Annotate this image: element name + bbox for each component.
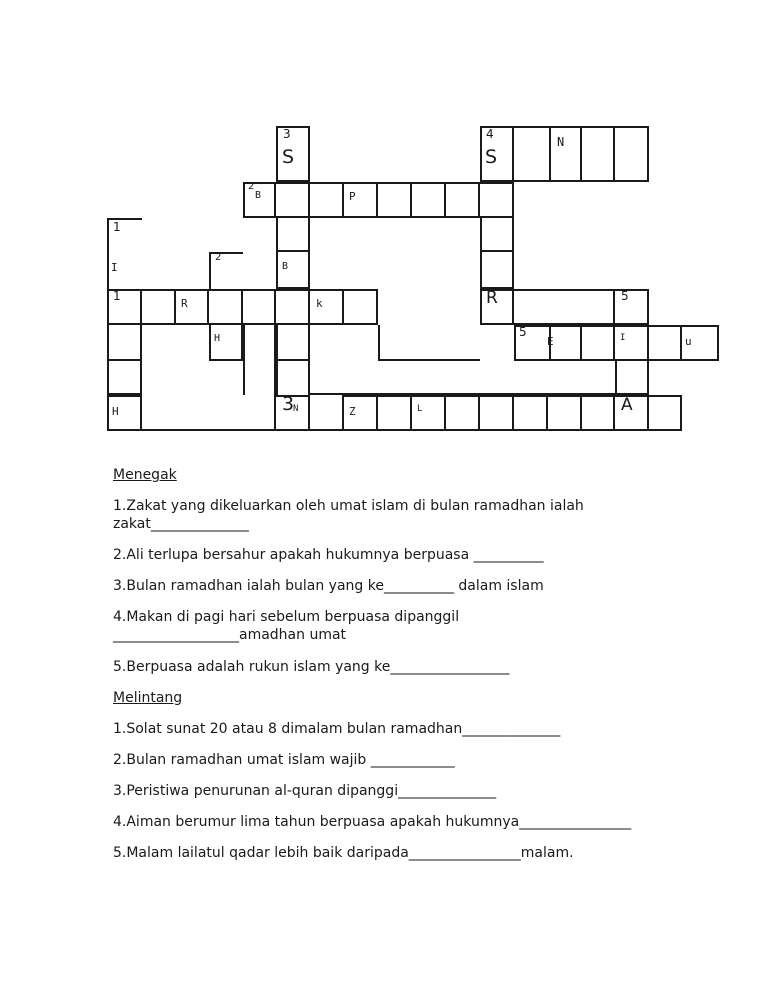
cell-letter: I	[620, 333, 626, 343]
crossword-cell	[243, 395, 276, 431]
crossword-cell	[548, 395, 582, 431]
crossword-cell	[142, 289, 176, 325]
clue-down-1-line1: 1.Zakat yang dikeluarkan oleh umat islam di bulan ramadhan ialah	[113, 498, 584, 514]
clue-across-1: 1.Solat sunat 20 atau 8 dimalam bulan ramadhan______________	[113, 721, 561, 737]
clue-number-2-down: 2	[215, 252, 222, 263]
clue-down-4-line1: 4.Makan di pagi hari sebelum berpuasa dipanggil	[113, 609, 460, 625]
crossword-cell	[480, 182, 514, 218]
crossword-cell	[514, 289, 551, 325]
clue-number-2-across: 2	[248, 181, 255, 192]
crossword-cell	[551, 126, 582, 182]
crossword-cell	[209, 289, 243, 325]
crossword-cell	[649, 325, 682, 361]
cell-letter: k	[316, 297, 323, 310]
crossword-cell	[276, 325, 310, 361]
clue-down-4-line2: __________________amadhan umat	[113, 627, 347, 643]
crossword-cell	[615, 325, 649, 361]
clue-across-5: 5.Malam lailatul qadar lebih baik daripada________________malam.	[113, 845, 574, 861]
cell-letter: R	[486, 288, 498, 308]
crossword-cell	[615, 361, 649, 395]
crossword-cell	[344, 289, 378, 325]
crossword-cell	[514, 126, 551, 182]
crossword-cell	[378, 395, 412, 431]
crossword-cell	[582, 289, 615, 325]
cell-letter: A	[621, 395, 633, 415]
cell-letter: H	[214, 333, 221, 344]
crossword-cell	[412, 182, 446, 218]
crossword-cell	[142, 395, 243, 431]
cell-letter: B	[282, 261, 289, 272]
clue-number-3-across: 3	[282, 393, 295, 415]
crossword-cell	[446, 182, 480, 218]
clue-number-5-down: 5	[621, 289, 629, 303]
crossword-cell	[582, 325, 615, 361]
crossword-cell	[310, 361, 615, 395]
crossword-cell	[649, 395, 682, 431]
crossword-cell	[446, 395, 480, 431]
cell-letter: S	[485, 146, 498, 168]
crossword-cell	[310, 182, 344, 218]
cell-letter: L	[417, 404, 423, 414]
clue-number-3-down: 3	[283, 127, 291, 141]
cell-letter: N	[293, 404, 299, 414]
crossword-cell	[480, 252, 514, 289]
clue-across-3: 3.Peristiwa penurunan al-quran dipanggi______________	[113, 783, 497, 799]
crossword-cell	[551, 325, 582, 361]
crossword-cell	[378, 182, 412, 218]
crossword-cell	[276, 361, 310, 395]
crossword-cell	[243, 361, 276, 395]
crossword-cell	[276, 289, 310, 325]
clue-number-5-across: 5	[519, 325, 527, 339]
cell-letter: S	[282, 146, 295, 168]
heading-menegak: Menegak	[113, 467, 177, 483]
crossword-cell	[615, 126, 649, 182]
crossword-cell	[276, 182, 310, 218]
clue-down-2: 2.Ali terlupa bersahur apakah hukumnya berpuasa __________	[113, 547, 544, 563]
cell-letter: R	[181, 297, 188, 310]
cell-letter: N	[557, 135, 565, 149]
cell-letter: P	[349, 190, 356, 203]
crossword-grid	[0, 0, 768, 460]
cell-letter: B	[255, 190, 262, 201]
crossword-cell	[582, 395, 615, 431]
clue-down-5: 5.Berpuasa adalah rukun islam yang ke_________________	[113, 659, 510, 675]
crossword-cell	[514, 395, 548, 431]
cell-letter: H	[112, 405, 119, 418]
cell-letter: I	[111, 261, 118, 274]
crossword-cell	[480, 395, 514, 431]
clue-number-4-down: 4	[486, 127, 494, 141]
crossword-cell	[243, 325, 276, 361]
crossword-cell	[480, 218, 514, 252]
clue-down-1-line2: zakat______________	[113, 516, 249, 532]
cell-letter: E	[547, 335, 554, 348]
heading-melintang: Melintang	[113, 690, 183, 706]
clue-across-4: 4.Aiman berumur lima tahun berpuasa apakah hukumnya________________	[113, 814, 632, 830]
clue-number-1-across: 1	[113, 289, 121, 303]
clue-number-1-down: 1	[113, 220, 121, 234]
crossword-cell	[243, 289, 276, 325]
crossword-cell	[582, 126, 615, 182]
cell-letter: Z	[349, 405, 356, 418]
crossword-cell	[107, 325, 142, 361]
clue-across-2: 2.Bulan ramadhan umat islam wajib ____________	[113, 752, 455, 768]
crossword-cell	[107, 361, 142, 395]
crossword-cell	[276, 218, 310, 252]
crossword-cell	[310, 395, 344, 431]
clue-down-3: 3.Bulan ramadhan ialah bulan yang ke__________ dalam islam	[113, 578, 544, 594]
cell-letter: u	[685, 335, 692, 348]
crossword-cell	[551, 289, 582, 325]
crossword-cell	[378, 325, 480, 361]
